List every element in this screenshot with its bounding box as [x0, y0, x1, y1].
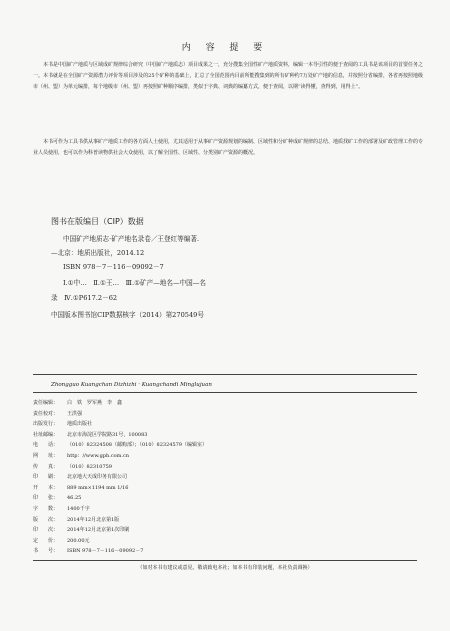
imprint-value: ISBN 978－7－116－09092－7 — [67, 548, 144, 555]
imprint-label: 出版发行： — [33, 421, 59, 428]
divider-mid — [33, 392, 417, 393]
cip-publisher-line: —北京：地质出版社，2014.12 — [51, 249, 145, 257]
imprint-row — [33, 536, 90, 546]
imprint-label: 网 址： — [33, 453, 59, 459]
imprint-row — [33, 430, 147, 440]
imprint-row — [33, 451, 129, 461]
cip-classification-cont: 录 Ⅳ.①P617.2－62 — [51, 294, 118, 302]
imprint-value: 地质出版社 — [67, 421, 93, 428]
imprint-value: 2014年12月北京第1次印刷 — [67, 527, 130, 534]
imprint-row — [33, 462, 112, 472]
summary-paragraph-2: 本书可作为工具书供从事矿产地质工作的各方面人士使用，尤其适用于从事矿产资源规划的编制、区域性和分矿种成矿规律的总结、地质找矿工作的部署及矿政管理工作的专业人员使用，也可以作为科普读物供社会大众使用，以了解全国性、区域性、分类别矿产资源的概况。 — [33, 139, 424, 156]
imprint-row — [33, 419, 92, 429]
imprint-value: （010）82324508（邮购部）；（010）82324579（编辑室） — [67, 442, 207, 449]
summary-paragraph-1: 本书是中国矿产地质与区域成矿规律综合研究（中国矿产地质志）项目成果之一，充分搜集全国性矿产地质资料，编辑一本导引性的便于查阅的工具书是该项目的首要任务之一。本书就是在全国矿产资源潜力评价等项目涉及的25个矿种的基础上，汇总了全国范围内目前所能搜集到的所有矿种约7万处矿产地的信息，并按照分省编排，各省再按照地级市（州、盟）为单元编排，每个地级市（州、盟）再按照矿种顺序编排，类似于字典、词典的编纂方式，便于查阅，以期“读得懂，查得到，用得上”。 — [33, 62, 424, 90]
divider-top — [33, 374, 417, 375]
imprint-row — [33, 504, 90, 514]
imprint-label: 书 号： — [33, 548, 59, 555]
imprint-label: 印 次： — [33, 527, 59, 534]
imprint-row — [33, 525, 129, 535]
imprint-value: 200.00元 — [67, 537, 90, 544]
summary-title: 内 容 提 要 — [181, 43, 269, 53]
imprint-label: 印 刷： — [33, 474, 59, 481]
imprint-row — [33, 409, 82, 419]
imprint-value: 北京地大天成印务有限公司 — [67, 474, 128, 481]
imprint-row — [33, 493, 81, 503]
imprint-value: 889 mm×1194 mm 1/16 — [67, 484, 129, 491]
imprint-value: 白 铁 罗军燕 李 鑫 — [67, 400, 123, 406]
pinyin-title: Zhongguo Kuangchan Dizhizhi · Kuangchandi Minglujuan — [51, 382, 212, 388]
imprint-label: 定 价： — [33, 537, 59, 544]
imprint-row — [33, 515, 119, 525]
imprint-value: 1400千字 — [67, 506, 90, 512]
cip-isbn-line: ISBN 978－7－116－09092－7 — [63, 263, 164, 271]
imprint-label: 开 本： — [33, 484, 59, 491]
imprint-value: （010）82310759 — [67, 463, 112, 470]
imprint-row — [33, 483, 128, 493]
imprint-label: 责任校对： — [33, 410, 59, 417]
imprint-value: 王洪强 — [67, 410, 83, 417]
imprint-row — [33, 398, 122, 408]
imprint-label: 电 话： — [33, 442, 59, 449]
imprint-label: 社址邮编： — [33, 431, 59, 438]
imprint-value: 北京市海淀区学院路31号，100083 — [67, 431, 148, 438]
imprint-label: 传 真： — [33, 463, 59, 470]
imprint-row — [33, 546, 143, 556]
imprint-label: 版 次： — [33, 516, 59, 523]
divider-bottom — [33, 560, 417, 561]
imprint-label: 字 数： — [33, 506, 59, 512]
cip-heading: 图书在版编目（CIP）数据 — [51, 217, 144, 226]
imprint-row — [33, 440, 207, 450]
cip-classification-line: Ⅰ.①中… Ⅱ.①王… Ⅲ.①矿产—地名—中国—名 — [63, 279, 206, 287]
imprint-value: 46.25 — [67, 495, 82, 502]
cip-record-number: 中国版本图书馆CIP数据核字（2014）第270549号 — [51, 311, 204, 319]
imprint-label: 印 张： — [33, 495, 59, 502]
imprint-row — [33, 472, 127, 482]
imprint-value: 2014年12月北京第1版 — [67, 516, 120, 523]
imprint-label: 责任编辑： — [33, 400, 59, 406]
imprint-value: http：//www.gph.com.cn — [67, 453, 130, 459]
notice-text: （如对本书有建议或意见，敬请致电本社；如本书有印装问题，本社负责调换） — [137, 565, 313, 571]
cip-title-line: 中国矿产地质志·矿产地名录卷／王登红等编著. — [63, 235, 200, 243]
